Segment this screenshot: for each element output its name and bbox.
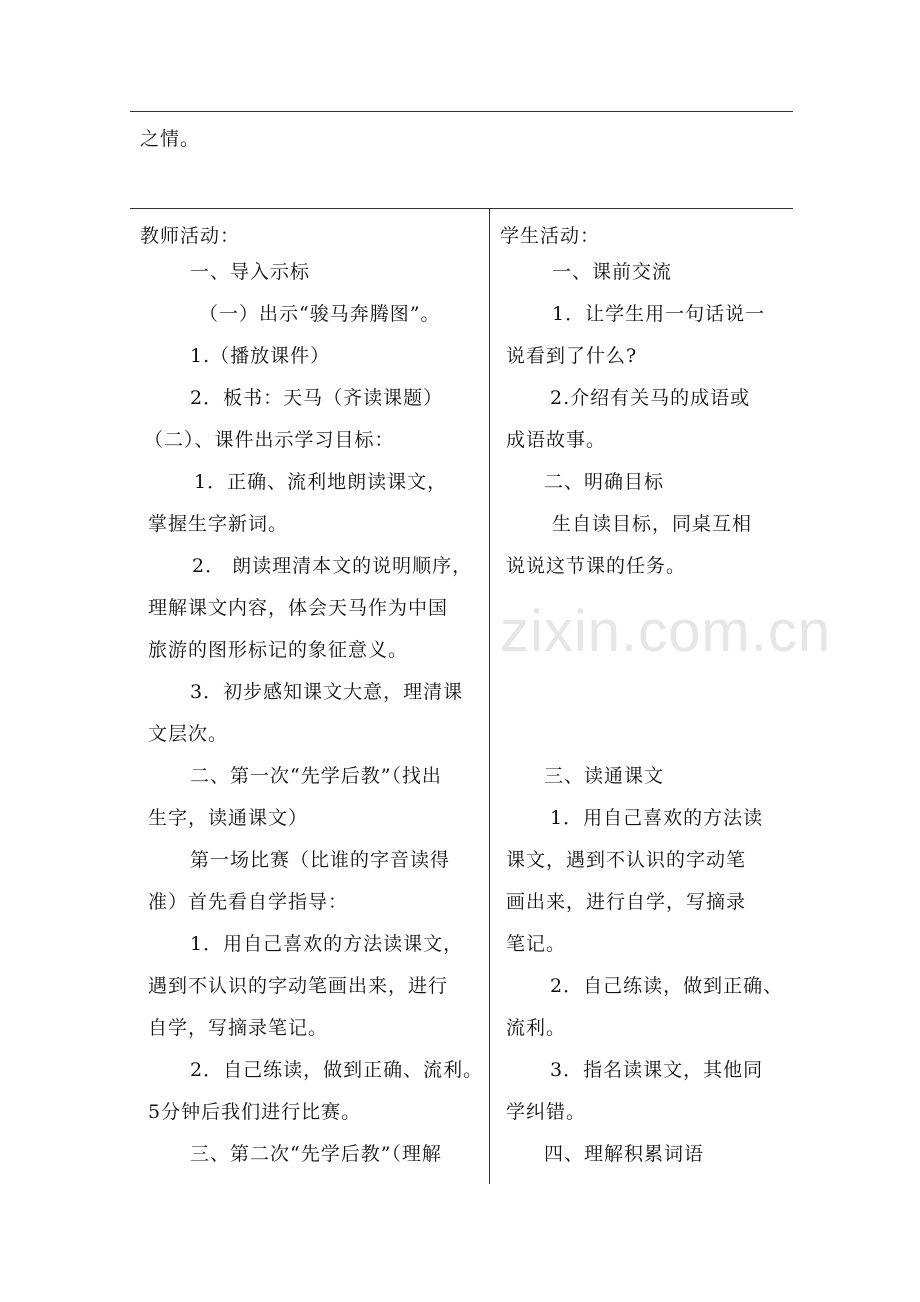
teacher-line: 2．板书：天马（齐读课题） [190,387,444,409]
teacher-line: 理解课文内容，体会天马作为中国 [148,597,449,619]
top-text: 之情。 [140,128,201,150]
teacher-line: 1.（播放课件） [190,345,331,367]
teacher-line: 遇到不认识的字动笔画出来，进行 [148,975,449,997]
student-line: 1．让学生用一句话说一 [552,303,766,325]
table-top-rule [130,208,793,209]
teacher-line: 5分钟后我们进行比赛。 [148,1101,362,1123]
teacher-line: 自学，写摘录笔记。 [148,1017,329,1039]
student-line: 四、理解积累词语 [544,1143,705,1165]
student-line: 课文，遇到不认识的字动笔 [506,849,747,871]
teacher-line: 第一场比赛（比谁的字音读得 [190,849,451,871]
teacher-line: 旅游的图形标记的象征意义。 [148,639,409,661]
teacher-line: 生字，读通课文） [148,807,309,829]
teacher-line: 一、导入示标 [190,261,311,283]
student-line: 流利。 [506,1017,567,1039]
teacher-line: 3．初步感知课文大意，理清课 [190,681,464,703]
teacher-line: 文层次。 [148,723,229,745]
teacher-line: 2．自己练读，做到正确、流利。 [190,1059,484,1081]
student-line: 3．指名读课文，其他同 [550,1059,764,1081]
student-line: 学纠错。 [506,1101,587,1123]
student-line: 2．自己练读，做到正确、 [550,975,784,997]
teacher-line: 1．正确、流利地朗读课文， [194,471,448,493]
student-line: 成语故事。 [506,429,607,451]
student-line: 一、课前交流 [552,261,673,283]
teacher-line: 三、第二次“先学后教”（理解 [190,1143,442,1165]
student-line: 2.介绍有关马的成语或 [550,387,751,409]
column-divider [489,208,490,1184]
student-line: 二、明确目标 [544,471,665,493]
student-line: 说说这节课的任务。 [506,555,687,577]
watermark-text: zixin.com.cn [500,599,832,664]
teacher-line: （一）出示“骏马奔腾图”。 [199,303,441,325]
teacher-line: 准）首先看自学指导： [148,891,349,913]
student-heading: 学生活动： [500,225,601,247]
student-line: 笔记。 [506,933,567,955]
teacher-line: 二、第一次“先学后教”（找出 [190,765,442,787]
top-rule [130,111,793,112]
teacher-line: 1．用自己喜欢的方法读课文， [190,933,464,955]
teacher-line: （二）、课件出示学习目标： [144,429,395,451]
student-line: 三、读通课文 [544,765,665,787]
student-line: 生自读目标，同桌互相 [552,513,753,535]
teacher-heading: 教师活动： [140,225,241,247]
student-line: 说看到了什么? [506,345,638,367]
teacher-line: 2． 朗读理清本文的说明顺序， [192,555,473,577]
teacher-line: 掌握生字新词。 [148,513,289,535]
student-line: 1．用自己喜欢的方法读 [550,807,764,829]
student-line: 画出来，进行自学，写摘录 [506,891,747,913]
